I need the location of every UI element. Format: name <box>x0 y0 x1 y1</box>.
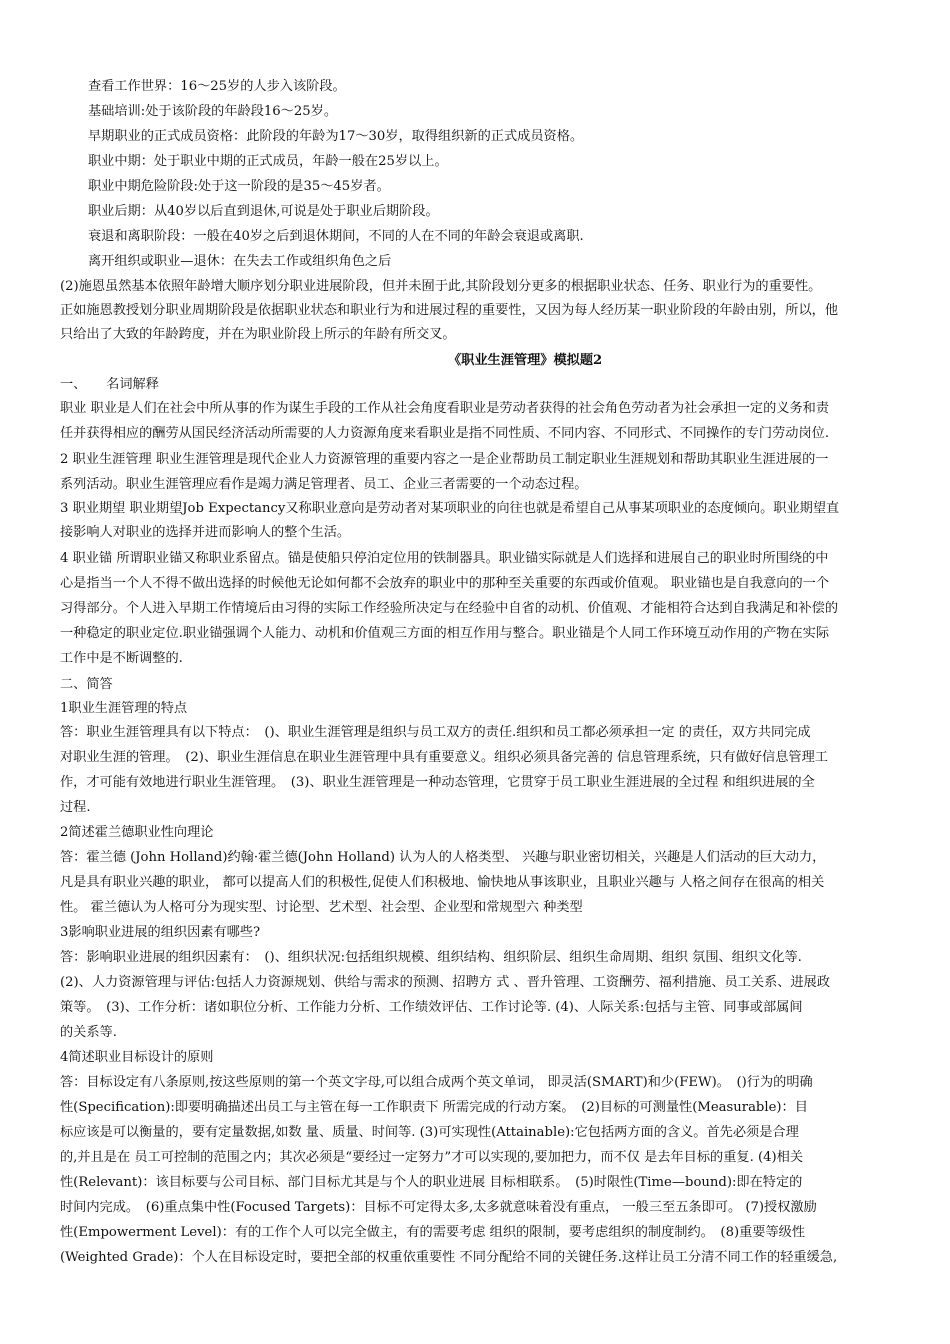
text-line: 职业后期：从40岁以后直到退休,可说是处于职业后期阶段。 <box>88 204 439 219</box>
text-line: 的,并且是在 员工可控制的范围之内；其次必须是“要经过一定努力”才可以实现的,要加把力，而不仅 是去年目标的重复. (4)相关 <box>60 1150 804 1165</box>
text-line: 过程. <box>60 800 91 815</box>
text-line: 答：影响职业进展的组织因素有： ()、组织状况:包括组织规模、组织结构、组织阶层、组织生命周期、组织 氛围、组织文化等. <box>60 950 802 965</box>
text-line: 只给出了大致的年龄跨度，并在为职业阶段上所示的年龄有所交叉。 <box>60 327 456 342</box>
text-line: 工作中是不断调整的. <box>60 651 183 666</box>
text-line: 对职业生涯的管理。 (2)、职业生涯信息在职业生涯管理中具有重要意义。组织必须具备完善的 信息管理系统，只有做好信息管理工 <box>60 750 828 765</box>
text-line: 性(Relevant)：该目标要与公司目标、部门目标尤其是与个人的职业进展 目标相联系。 (5)时限性(Time—bound):即在特定的 <box>60 1175 803 1190</box>
text-line: 早期职业的正式成员资格：此阶段的年龄为17～30岁，取得组织新的正式成员资格。 <box>88 129 584 144</box>
text-line: 心是指当一个人不得不做出选择的时候他无论如何都不会放弃的职业中的那种至关重要的东西或价值观。 职业锚也是自我意向的一个 <box>60 576 830 591</box>
question-heading: 2简述霍兰德职业性向理论 <box>60 825 214 840</box>
text-line: 标应该是可以衡量的，要有定量数据,如数 量、质量、时间等. (3)可实现性(Attainable):它包括两方面的含义。首先必须是合理 <box>60 1125 799 1140</box>
section-heading: 二、简答 <box>60 677 113 692</box>
text-line: 时间内完成。 (6)重点集中性(Focused Targets)：目标不可定得太多,太多就意味着没有重点， 一般三至五条即可。 (7)授权激励 <box>60 1200 817 1215</box>
text-line: 性。 霍兰德认为人格可分为现实型、讨论型、艺术型、社会型、企业型和常规型六 种类型 <box>60 900 583 915</box>
text-line: (Weighted Grade)：个人在目标设定时，要把全部的权重依重要性 不同分配给不同的关键任务.这样让员工分清不同工作的轻重缓急, <box>60 1250 838 1265</box>
text-line: 答：目标设定有八条原则,按这些原则的第一个英文字母,可以组合成两个英文单词， 即灵活(SMART)和少(FEW)。 ()行为的明确 <box>60 1075 813 1090</box>
text-line: 接影响人对职业的选择并进而影响人的整个生活。 <box>60 525 351 540</box>
text-line: 衰退和离职阶段：一般在40岁之后到退休期间，不同的人在不同的年龄会衰退或离职. <box>88 229 584 244</box>
text-line: 任并获得相应的酬劳从国民经济活动所需要的人力资源角度来看职业是指不同性质、不同内容、不同形式、不同操作的专门劳动岗位. <box>60 426 830 441</box>
section-heading: 一、 名词解释 <box>60 377 159 392</box>
text-line: 查看工作世界：16～25岁的人步入该阶段。 <box>88 79 346 94</box>
text-line: 离开组织或职业—退休：在失去工作或组织角色之后 <box>88 254 392 269</box>
text-line: 性(Empowerment Level)：有的工作个人可以完全做主，有的需要考虑 组织的限制，要考虑组织的制度制约。 (8)重要等级性 <box>60 1225 806 1240</box>
text-line: 习得部分。个人进入早期工作情境后由习得的实际工作经验所决定与在经验中自省的动机、价值观、才能相符合达到自我满足和补偿的 <box>60 601 839 616</box>
text-line: (2)施恩虽然基本依照年龄增大顺序划分职业进展阶段，但并未囿于此,其阶段划分更多的根据职业状态、任务、职业行为的重要性。 <box>60 279 822 294</box>
text-line: 4 职业锚 所谓职业锚又称职业系留点。锚是使船只停泊定位用的铁制器具。职业锚实际就是人们选择和进展自己的职业时所围绕的中 <box>60 551 829 566</box>
text-line: 的关系等. <box>60 1025 117 1040</box>
text-line: 职业 职业是人们在社会中所从事的作为谋生手段的工作从社会角度看职业是劳动者获得的社会角色劳动者为社会承担一定的义务和责 <box>60 401 830 416</box>
text-line: 职业中期危险阶段:处于这一阶段的是35～45岁者。 <box>88 179 390 194</box>
text-line: 2 职业生涯管理 职业生涯管理是现代企业人力资源管理的重要内容之一是企业帮助员工制定职业生涯规划和帮助其职业生涯进展的一 <box>60 452 829 467</box>
text-line: 作，才可能有效地进行职业生涯管理。 (3)、职业生涯管理是一种动态管理，它贯穿于员工职业生涯进展的全过程 和组织进展的全 <box>60 775 815 790</box>
question-heading: 3影响职业进展的组织因素有哪些? <box>60 925 261 940</box>
text-line: (2)、人力资源管理与评估:包括人力资源规划、供给与需求的预测、招聘方 式 、晋升管理、工资酬劳、福利措施、员工关系、进展政 <box>60 975 831 990</box>
text-line: 策等。 (3)、工作分析：诸如职位分析、工作能力分析、工作绩效评估、工作讨论等. (4)、人际关系:包括与主管、同事或部属间 <box>60 1000 803 1015</box>
text-line: 凡是具有职业兴趣的职业， 都可以提高人们的积极性,促使人们积极地、愉快地从事该职业，且职业兴趣与 人格之间存在很高的相关 <box>60 875 825 890</box>
text-line: 性(Specification):即要明确描述出员工与主管在每一工作职责下 所需完成的行动方案。 (2)目标的可测量性(Measurable)：目 <box>60 1100 808 1115</box>
text-line: 3 职业期望 职业期望Job Expectancy又称职业意向是劳动者对某项职业的向往也就是希望自己从事某项职业的态度倾向。职业期望直 <box>60 501 840 516</box>
text-line: 基础培训:处于该阶段的年龄段16～25岁。 <box>88 104 338 119</box>
text-line: 正如施恩教授划分职业周期阶段是依据职业状态和职业行为和进展过程的重要性，又因为每人经历某一职业阶段的年龄由别，所以，他 <box>60 303 839 318</box>
text-line: 系列活动。职业生涯管理应看作是竭力满足管理者、员工、企业三者需要的一个动态过程。 <box>60 477 588 492</box>
question-heading: 1职业生涯管理的特点 <box>60 701 188 716</box>
text-line: 答：职业生涯管理具有以下特点： ()、职业生涯管理是组织与员工双方的责任.组织和员工都必须承担一定 的责任，双方共同完成 <box>60 725 811 740</box>
question-heading: 4简述职业目标设计的原则 <box>60 1050 214 1065</box>
section-title: 《职业生涯管理》模拟题2 <box>448 353 603 368</box>
text-line: 一种稳定的职业定位.职业锚强调个人能力、动机和价值观三方面的相互作用与整合。职业锚是个人同工作环境互动作用的产物在实际 <box>60 626 830 641</box>
text-line: 职业中期：处于职业中期的正式成员，年龄一般在25岁以上。 <box>88 154 448 169</box>
text-line: 答：霍兰德 (John Holland)约翰·霍兰德(John Holland) 认为人的人格类型、 兴趣与职业密切相关，兴趣是人们活动的巨大动力， <box>60 850 826 865</box>
